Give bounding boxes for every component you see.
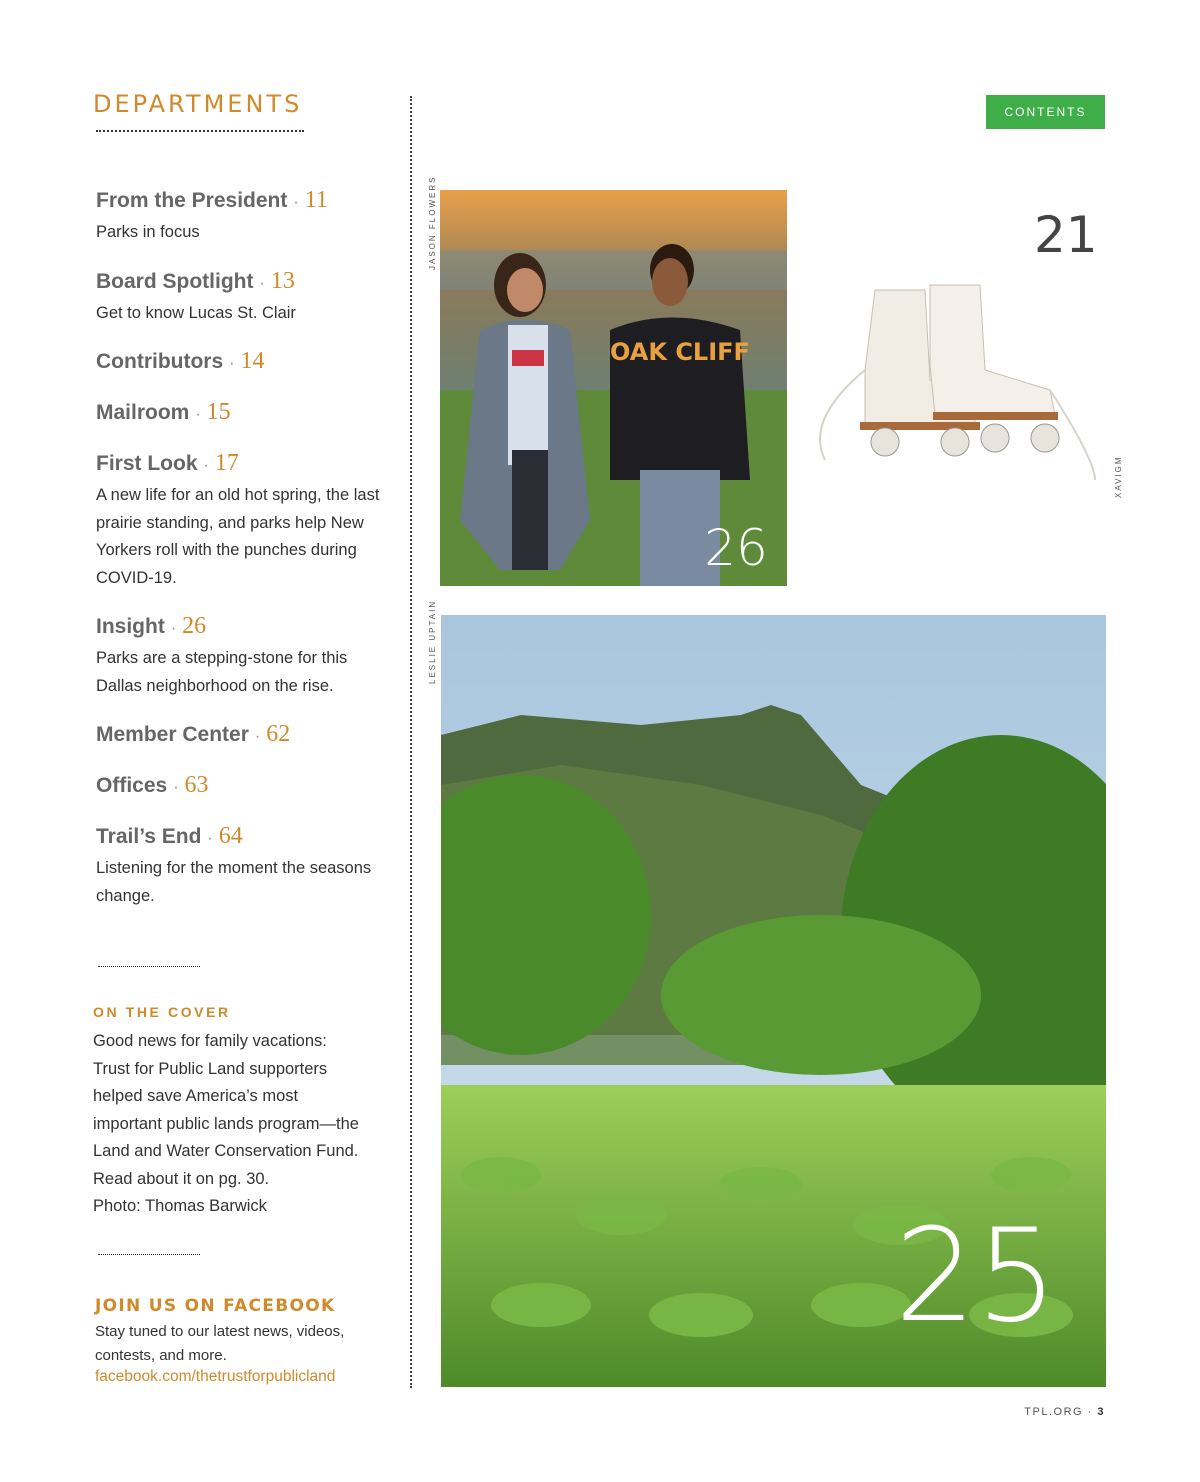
page-footer: [1024, 1406, 1105, 1418]
toc-entry-separator: ·: [293, 194, 299, 211]
toc-entry-title-line: [96, 612, 396, 643]
toc-entry[interactable]: [96, 822, 396, 910]
toc-entry-separator: ·: [254, 728, 261, 745]
toc-entry-separator: ·: [173, 779, 179, 796]
cover-line: Photo: Thomas Barwick: [93, 1197, 267, 1215]
toc-entry-page: 14: [240, 348, 265, 374]
toc-entry-title-line: [96, 186, 396, 217]
toc-entry-title-line: [96, 822, 396, 853]
toc-entry[interactable]: [96, 720, 396, 751]
toc-entry-title-line: [96, 449, 396, 480]
toc-entry-page: 64: [218, 823, 243, 849]
toc-entry[interactable]: [96, 267, 396, 328]
cover-divider: [98, 966, 200, 967]
photo-credit-landscape: LESLIE UPTAIN: [428, 599, 437, 684]
facebook-link[interactable]: facebook.com/thetrustforpublicland: [95, 1368, 336, 1385]
photo-page-number-21: 21: [1034, 206, 1098, 264]
cover-line: Good news for family vacations:: [93, 1032, 327, 1050]
toc-entry-title-line: [96, 771, 396, 802]
toc-entry-title: Contributors: [96, 350, 224, 373]
cover-description: [93, 1028, 393, 1221]
toc-entry-title-line: [96, 720, 396, 751]
cover-line: Land and Water Conservation Fund.: [93, 1142, 359, 1160]
photo-credit-skates: XAVIGM: [1114, 455, 1123, 498]
photo-page-number-25: 25: [894, 1202, 1058, 1351]
footer-site: TPL.ORG: [1024, 1406, 1084, 1418]
toc-entry-title: Insight: [96, 615, 165, 638]
photo-page-number-26: 26: [704, 519, 768, 577]
sweatshirt-text: OAK CLIFF: [610, 338, 750, 366]
table-of-contents: [96, 186, 396, 930]
facebook-divider: [98, 1254, 200, 1255]
cover-label: ON THE COVER: [93, 1004, 231, 1020]
toc-entry-page: 17: [214, 450, 239, 476]
title-divider: [96, 130, 304, 132]
toc-entry-page: 63: [184, 772, 209, 798]
toc-entry-description: Listening for the moment the seasons change.: [96, 859, 372, 905]
toc-entry-title-line: [96, 267, 396, 298]
toc-entry-separator: ·: [229, 355, 235, 372]
contents-tab[interactable]: CONTENTS: [986, 95, 1105, 129]
toc-entry-title: From the President: [96, 189, 288, 212]
toc-entry-title: Trail’s End: [96, 825, 202, 848]
cover-line: Trust for Public Land supporters: [93, 1059, 328, 1078]
cover-line: Read about it on pg. 30.: [93, 1169, 270, 1188]
landscape-photo: [441, 615, 1106, 1387]
toc-entry[interactable]: [96, 771, 396, 802]
toc-entry-page: 26: [182, 613, 207, 639]
footer-page-number: 3: [1097, 1406, 1105, 1418]
toc-entry[interactable]: [96, 449, 396, 592]
toc-entry-separator: ·: [170, 620, 177, 637]
toc-entry-title-line: [96, 347, 396, 378]
toc-entry-page: 11: [304, 187, 328, 213]
toc-entry-separator: ·: [203, 457, 209, 474]
toc-entry-page: 15: [206, 399, 231, 425]
toc-entry[interactable]: [96, 186, 396, 247]
facebook-text: Stay tuned to our latest news, videos, contests, and more.: [95, 1323, 345, 1364]
toc-entry-title: Mailroom: [96, 401, 190, 424]
toc-entry-title: First Look: [96, 452, 198, 475]
cover-line: important public lands program—the: [93, 1114, 359, 1133]
cover-line: helped save America’s most: [93, 1087, 299, 1105]
facebook-label: JOIN US ON FACEBOOK: [95, 1296, 336, 1316]
toc-entry[interactable]: [96, 347, 396, 378]
column-divider: [410, 96, 412, 1388]
toc-entry[interactable]: [96, 398, 396, 429]
toc-entry-title-line: [96, 398, 396, 429]
toc-entry-page: 62: [266, 721, 291, 747]
couple-photo: [440, 190, 787, 586]
toc-entry[interactable]: [96, 612, 396, 700]
footer-separator: ·: [1087, 1406, 1093, 1418]
toc-entry-separator: ·: [259, 274, 265, 292]
toc-entry-description: Get to know Lucas St. Clair: [96, 303, 296, 322]
section-title: DEPARTMENTS: [93, 90, 303, 118]
toc-entry-description: Parks in focus: [96, 223, 200, 241]
toc-entry-description: A new life for an old hot spring, the last prairie standing, and parks help New Yorkers roll with the punches during COVID-19.: [96, 486, 380, 587]
toc-entry-title: Offices: [96, 774, 168, 797]
roller-skates-photo: [805, 280, 1105, 490]
toc-entry-description: Parks are a stepping-stone for this Dallas neighborhood on the rise.: [96, 649, 348, 695]
toc-entry-page: 13: [270, 267, 295, 294]
toc-entry-separator: ·: [207, 830, 213, 847]
toc-entry-title: Member Center: [96, 723, 249, 746]
photo-credit-couple: JASON FLOWERS: [428, 175, 437, 270]
toc-entry-separator: ·: [195, 406, 201, 423]
toc-entry-title: Board Spotlight: [96, 269, 254, 293]
